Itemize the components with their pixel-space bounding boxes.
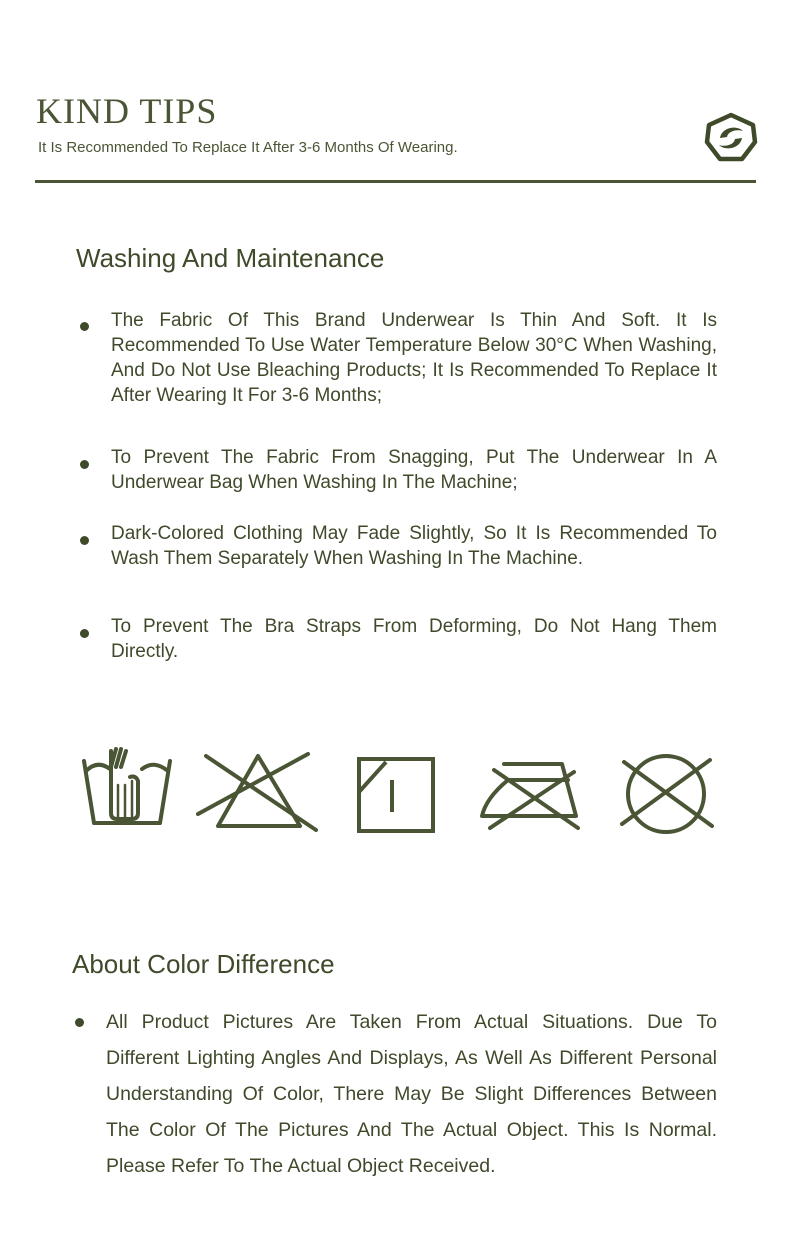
bullet-dot (80, 536, 89, 545)
hand-wash-icon (80, 745, 174, 829)
bullet-dot (80, 322, 89, 331)
bullet-dot (80, 629, 89, 638)
page-title: KIND TIPS (36, 91, 218, 131)
color-difference-text: All Product Pictures Are Taken From Actual Situations. Due To Different Lighting Angles And Displays, As Well As Different Personal Understanding Of Color, There May Be Slight Differences Between The Color Of The Pictures And The Actual Object. This Is Normal. Please Refer To The Actual Object Received. (106, 1011, 717, 1177)
color-section-title: About Color Difference (72, 949, 335, 979)
page-subtitle: It Is Recommended To Replace It After 3-6 Months Of Wearing. (38, 139, 458, 156)
bullet-dot (75, 1018, 84, 1027)
no-iron-icon (478, 758, 582, 832)
washing-section-title: Washing And Maintenance (76, 243, 385, 273)
brand-logo-icon (704, 112, 758, 164)
no-tumble-dry-icon (618, 752, 714, 834)
list-item: Dark-Colored Clothing May Fade Slightly, So It Is Recommended To Wash Them Separately When Washing In The Machine. (111, 523, 717, 569)
list-item: To Prevent The Bra Straps From Deforming, Do Not Hang Them Directly. (111, 616, 717, 662)
list-item: To Prevent The Fabric From Snagging, Put The Underwear In A Underwear Bag When Washing In The Machine; (111, 447, 717, 493)
list-item: The Fabric Of This Brand Underwear Is Thin And Soft. It Is Recommended To Use Water Temperature Below 30°C When Washing, And Do Not Use Bleaching Products; It Is Recommended To Replace It After Wearing It For 3-6 Months; (111, 310, 717, 406)
header-divider (35, 180, 756, 183)
no-bleach-icon (196, 750, 320, 834)
bullet-dot (80, 460, 89, 469)
drip-dry-icon (356, 756, 436, 834)
